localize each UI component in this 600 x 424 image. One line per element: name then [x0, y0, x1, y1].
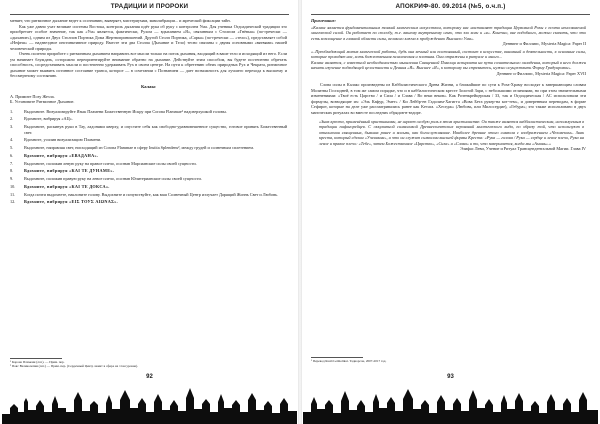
note-title: Примечание:	[311, 18, 336, 23]
step-number: 9.	[10, 176, 14, 182]
step-item	[10, 124, 287, 135]
step-number: 11.	[10, 191, 16, 197]
footnote: ² Пояс Великолепия (лат.) — Прим. пер. (Сердечный Центр лежит в сфере на этом уровне).	[10, 364, 139, 369]
step-item	[10, 137, 287, 143]
quote-paragraph: «..Преобладающий мотив магической работы, будь она вечный или постоянный, состоит в искусстве, виновный и деятельности, в основные силы, которые проходят нас, хоть божественная психическая и плотная. Они отражены в ритуале и много...	[311, 48, 586, 60]
right-page	[303, 0, 598, 424]
step-text: Выдохните, направляя свет, нисходящий из Corona Flammae в сферу Instita Splendens², между грудей и солнечным сплетением.	[24, 145, 255, 151]
running-head-right: АПОКРИФ-80. 09.2014 (№5, о.ч.п.)	[395, 3, 506, 10]
quote-paragraph: «Калакс является фундаментальным тонкий магическим искусством, которому нас наставляет традиция Церковной Розы с почти неиссякаемой магической силой. Он работает по способу, т.е. вашему внутреннему огню, это эхо воли и «я». Конечно, вне подобного, можно сказать, что это есть воплощение в главной области силы, великого ключа к пробуждению Высшего Ума».	[311, 24, 586, 41]
step-item	[10, 161, 287, 167]
step-item	[10, 199, 287, 205]
right-text-block	[311, 18, 586, 154]
step-item	[10, 192, 287, 198]
body-paragraph: Слова силы в Калакс произведены из Каббалистического Древа Жизни, а ближайшие по сути к Роза-Храму восходят к завершающим словам Молитвы Господней, в том же самом порядке, что и в каббалистическом кресте Золотой Зари, с небольшими отличиями, но при этом значительными изменениями: «Твоё есть Царство / и Сила / и Слава / Во веки веков». Как Розенкрейцерская / 33, так и Огдоадическая / AC использовали эти формулы, возводящие их: «Эль Кафур, Эмет» / Ки Лейбр-ен Гадолим-Хагигта «Вова Бета рукер-на кот-тем», и доверенным переводам, в форме Сефирот, которые на деле уже рассматривались ранее как Kevara. «Хеседж» (Любовь, или Милосердие), «Гебура»; это также использовано в двух магических ритуалах во вместе последних обрядов-в-вздоре.	[311, 81, 586, 115]
running-head-left: ТРАДИЦИИ И ПРОРОКИ	[110, 3, 189, 10]
header-rule	[10, 14, 289, 15]
instruction-a: А. Примите Позу Жезла.	[10, 93, 55, 99]
step-number: 8.	[10, 168, 14, 174]
right-footnotes	[311, 357, 586, 363]
step-text: Вдохните, усилив визуализацию Пламени.	[24, 137, 102, 143]
page-number-left: 92	[146, 374, 153, 380]
step-number: 2.	[10, 116, 14, 122]
section-title: Калакс	[140, 84, 157, 90]
footnote-rule	[10, 358, 62, 359]
steps-list	[10, 109, 287, 205]
left-page	[2, 0, 297, 424]
step-item	[10, 116, 287, 122]
book-gutter	[298, 0, 302, 424]
step-number: 3.	[10, 124, 14, 130]
step-text: Вдохните, вибрируя «ЕІΣ ТОУΣ АІΩΝΑΣ».	[24, 199, 118, 205]
header-rule	[311, 14, 590, 15]
step-text: Выдохните, положив правую руку на левое плечо, осознав Юпитерианские силы своей сущности.	[24, 176, 202, 182]
step-number: 7.	[10, 160, 14, 166]
quote-attribution: Элифас Леви, Учение и Ритуал Трансцендентальной Магии. Глава IV	[460, 146, 586, 152]
step-number: 5.	[10, 145, 14, 151]
footnote: ¹ Корона Пламени (лат.). — Прим. пер.	[10, 360, 65, 364]
quote-attribution: Деннинг и Филлипс, Mysteria Magica: Paper II	[502, 41, 586, 47]
step-item	[10, 153, 287, 159]
intro-paragraph-1: меняет, что ритмичное дыхание ведет к осознанию, выверяет, мистериумам, эквилибрации... и жреческой фиксации тайн.	[10, 18, 231, 23]
step-text: Вдохните, вибрируя «КАІ ТЕ ДУНАМЕ».	[24, 168, 115, 174]
page-number-right: 93	[447, 374, 454, 380]
step-text: Вдохните, вибрируя «AЦ».	[24, 116, 73, 122]
step-text: Вдохните, вибрируя «КАІ ТЕ ДОКСА».	[24, 183, 110, 189]
step-text: Выдохните, раскинув руки в Тау, ладонями кверху, и опустите себя как свободно-уравновешенное существо, готовое принять Божественный свет.	[24, 124, 287, 135]
quote-paragraph: Калакс является, с известной необходимостью мышления Священной Помощи аспиранта на пути сознательного овладения, который в него должен начать изучение подходящей целостности и Деяния «Я». Высшее «Я», к которому вы стремитесь, нужно осуществить Форму Градуировки».	[311, 59, 586, 71]
step-text: Выдохните. Визуализируйте Язык Пламени Божественную Искру при Corona Flammae¹ надсверхушкой головы.	[24, 108, 227, 114]
skyline-silhouette-right	[303, 378, 598, 424]
step-item	[10, 168, 287, 174]
quote-attribution: Деннинг и Филлипс, Mysteria Magica: Paper XVII	[496, 70, 586, 76]
footnote-rule	[311, 357, 363, 358]
quote-paragraph: «Знак креста, применённый христианами, не играет особую роль в этом христианстве. Он также является каббалистическим, используемым в традиции пифагорейцев. С оккультной символикой Древнеегипетских верований мистического вида, по образу той, что используют в отношении священных, бывших ранее и восьми, как богослуживание. Наиболее древние этого символа с изображением «Человеком». Знак креста, который сделан «Учеником», и что он служит символом высшей формы Креста: «Рука — голова / Рука — сердце и левое плечо, Рука на левое и правое плечо: «Тебе», затем Божественное «Царство», «Сила» и «Слава» и то, что завершается, когда мы «Аминь».»	[319, 118, 584, 146]
step-text: Вдохните, вибрируя «ЕВАДАНА».	[24, 152, 99, 158]
step-item	[10, 184, 287, 190]
step-number: 4.	[10, 137, 14, 143]
left-footnotes	[10, 358, 285, 369]
step-text: Когда почти выдохнете, наклоните голову. Выдохните и почувствуйте, как ваш Солнечный Центр излучает Дарящий Жизнь Свет и Любовь.	[24, 191, 279, 197]
intro-paragraph-3: Очень полезно приработе с ритмичным дыханием направить все мысли только на поток дыхания, входящий в ваше тело и исходящий из него. Если ум начинает блуждать, осторожно переориентируйте внимание обратно на дыхание. Действуйте этим способом, вы будете постепенно обретать способность, сосредотачивать мысли и постепенно удерживать Рух в своем центре. На пути к обретению обеих природных Рух и Чекрата, ритмичное дыхание может выявить истинное состояние транса, которое — в сочетании с Познанием — дает возможность для лучшего перехода к высшему и бессмертному состоянию.	[10, 51, 287, 79]
intro-paragraph-2: Как уже давно учат великие системы Востока, контроль дыхания идёт рука об руку с контролем Ума. Для ученика Огдоадической традиции это приобретает особое значение, так как «Ум» является, фактически, Рухом — вдыханием «Я», связанным с Столпом «Гнёвыа» (по-гречески — «дыхание»), одним из Двух Столпов Портика Дома Жертвоприношений. Другой Столп Портика, «Сарка» (по-гречески — «тело»), представляет собой «Нефеш» — надзвездное инстинктивное природу. Вместе эти два Столпа (Дыхание и Тело) тесно связаны с двумя основными «вятвями» нашей человеческой природы.	[10, 23, 287, 51]
step-number: 6.	[10, 152, 14, 158]
step-number: 12.	[10, 199, 16, 205]
step-text: Выдохните, положив левую руку на правое плечо, осознав Марсианские силы своей сущности.	[24, 160, 197, 166]
step-item	[10, 176, 287, 182]
step-item	[10, 145, 287, 151]
instruction-b: Б. Установите Ритмичное Дыхание.	[10, 99, 75, 105]
step-item	[10, 109, 287, 115]
skyline-silhouette-left	[2, 378, 297, 424]
left-text-block	[10, 18, 287, 207]
step-number: 1.	[10, 108, 14, 114]
footnote: ¹ Перевод Rauli Leimolikai. Тадворсон, 2007-2017 год.	[311, 359, 387, 363]
step-number: 10.	[10, 183, 16, 189]
